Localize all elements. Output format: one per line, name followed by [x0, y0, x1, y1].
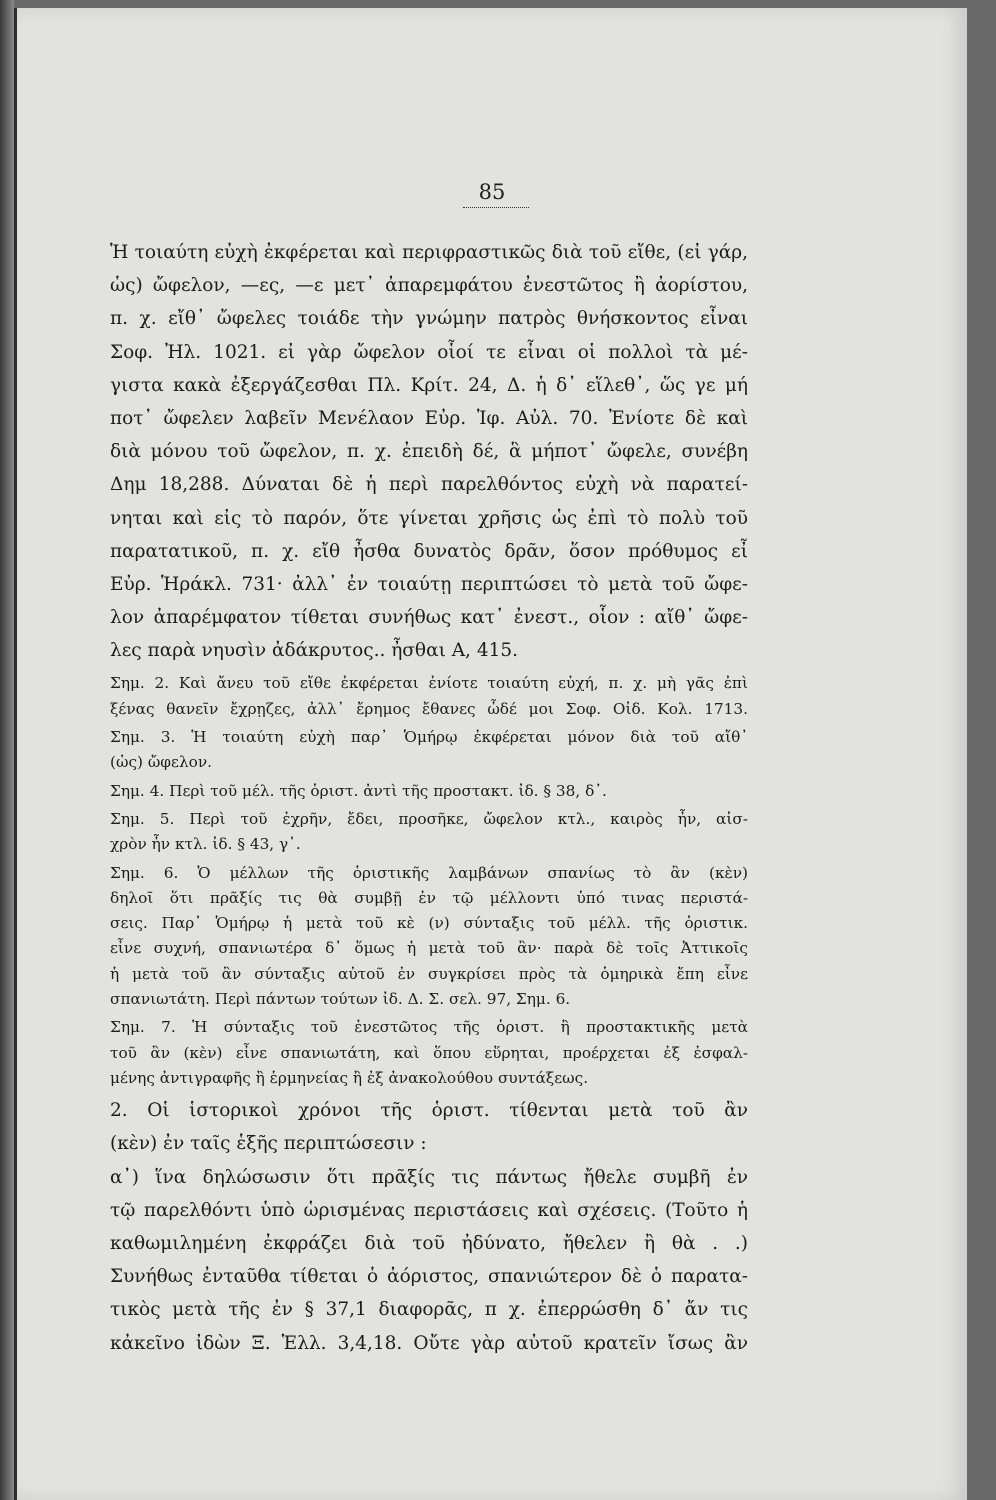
page-number: 85: [478, 180, 506, 204]
text-line: α᾽) ἵνα δηλώσωσιν ὅτι πρᾶξίς τις πάντως ἤθελε συμβῆ ἐν: [110, 1166, 748, 1188]
text-line: τῷ παρελθόντι ὑπὸ ὡρισμένας περιστάσεις καὶ σχέσεις. (Τοῦτο ἡ: [110, 1199, 748, 1221]
text-line: κἀκεῖνο ἰδὼν Ξ. Ἑλλ. 3,4,18. Οὔτε γὰρ αὐτοῦ κρατεῖν ἴσως ἂν: [110, 1332, 748, 1354]
book-page: [14, 8, 967, 1500]
text-line: καθωμιλημένη ἐκφράζει διὰ τοῦ ἠδύνατο, ἤθελεν ἢ θὰ . .): [110, 1232, 748, 1254]
text-line: διὰ μόνου τοῦ ὤφελον, π. χ. ἐπειδὴ δέ, ἃ μήποτ᾽ ὤφελε, συνέβη: [110, 441, 748, 463]
note-6: [110, 861, 748, 1013]
text-line: Σοφ. Ἠλ. 1021. εἰ γὰρ ὤφελον οἷοί τε εἶναι οἱ πολλοὶ τὰ μέ-: [110, 341, 748, 363]
text-line: Ἡ τοιαύτη εὐχὴ ἐκφέρεται καὶ περιφραστικῶς διὰ τοῦ εἴθε, (εἰ γάρ,: [110, 242, 748, 263]
section-2: [110, 1094, 748, 1360]
text-line: νηται καὶ εἰς τὸ παρόν, ὅτε γίνεται χρῆσις ὡς ἐπὶ τὸ πολὺ τοῦ: [110, 507, 748, 529]
note-line: Σημ. 3. Ἡ τοιαύτη εὐχὴ παρ᾽ Ὁμήρῳ ἐκφέρεται μόνον διὰ τοῦ αἴθ᾽: [110, 728, 748, 747]
note-line: δηλοῖ ὅτι πρᾶξίς τις θὰ συμβῇ ἐν τῷ μέλλοντι ὑπό τινας περιστά-: [110, 888, 748, 907]
text-line: ποτ᾽ ὤφελεν λαβεῖν Μενέλαον Εὐρ. Ἰφ. Αὐλ. 70. Ἐνίοτε δὲ καὶ: [110, 407, 748, 429]
text-line: λες παρὰ νηυσὶν ἀδάκρυτος.. ἦσθαι Α, 415.: [110, 640, 519, 662]
note-line: Σημ. 6. Ὁ μέλλων τῆς ὁριστικῆς λαμβάνων σπανίως τὸ ἂν (κὲν): [110, 863, 748, 882]
note-line: ἡ μετὰ τοῦ ἂν σύνταξις αὐτοῦ ἐν συγκρίσει πρὸς τὰ ὁμηρικὰ ἔπη εἶνε: [110, 964, 748, 983]
text-line: Συνήθως ἐνταῦθα τίθεται ὁ ἀόριστος, σπανιώτερον δὲ ὁ παρατα-: [110, 1266, 748, 1288]
text-line: Εὐρ. Ἡράκλ. 731· ἀλλ᾽ ἐν τοιαύτῃ περιπτώσει τὸ μετὰ τοῦ ὤφε-: [110, 573, 748, 595]
text-line: γιστα κακὰ ἐξεργάζεσθαι Πλ. Κρίτ. 24, Δ. ἡ δ᾽ εἵλεθ᾽, ὥς γε μή: [110, 374, 748, 396]
text-line: παρατατικοῦ, π. χ. εἴθ ἦσθα δυνατὸς δρᾶν, ὅσον πρόθυμος εἶ: [110, 540, 748, 562]
note-line: χρὸν ἦν κτλ. ἰδ. § 43, γ᾽.: [110, 835, 301, 854]
text-line: (κὲν) ἐν ταῖς ἑξῆς περιπτώσεσιν :: [110, 1133, 427, 1155]
note-7: [110, 1015, 748, 1091]
note-line: σεις. Παρ᾽ Ὁμήρῳ ἡ μετὰ τοῦ κὲ (ν) σύνταξις τοῦ μέλλ. τῆς ὁριστικ.: [110, 914, 748, 933]
paragraph-1: [110, 236, 748, 667]
text-line: π. χ. εἴθ᾽ ὤφελες τοιάδε τὴν γνώμην πατρὸς θνήσκοντος εἶναι: [110, 308, 748, 330]
note-3: [110, 725, 748, 776]
note-line: ξένας θανεῖν ἔχρῃζες, ἀλλ᾽ ἔρημος ἔθανες ὧδέ μοι Σοφ. Οἰδ. Κολ. 1713.: [110, 699, 748, 718]
text-line: ὡς) ὤφελον, —ες, —ε μετ᾽ ἀπαρεμφάτου ἐνεστῶτος ἢ ἀορίστου,: [110, 275, 748, 297]
note-line: (ὡς) ὤφελον.: [110, 753, 213, 772]
note-2: [110, 671, 748, 722]
page-number-rule: [463, 207, 529, 208]
note-5: [110, 807, 748, 858]
note-line: Σημ. 2. Καὶ ἄνευ τοῦ εἴθε ἐκφέρεται ἐνίοτε τοιαύτη εὐχή, π. χ. μὴ γᾶς ἐπὶ: [110, 674, 748, 693]
note-line: μένης ἀντιγραφῆς ἢ ἑρμηνείας ἢ ἐξ ἀνακολούθου συντάξεως.: [110, 1068, 589, 1087]
note-line: Σημ. 7. Ἡ σύνταξις τοῦ ἐνεστῶτος τῆς ὁριστ. ἢ προστακτικῆς μετὰ: [110, 1018, 748, 1037]
text-line: Δημ 18,288. Δύναται δὲ ἡ περὶ παρελθόντος εὐχὴ νὰ παρατεί-: [110, 474, 748, 496]
note-line: Σημ. 5. Περὶ τοῦ ἐχρῆν, ἔδει, προσῆκε, ὤφελον κτλ., καιρὸς ἦν, αἰσ-: [110, 809, 748, 828]
text-line: 2. Οἱ ἱστορικοὶ χρόνοι τῆς ὁριστ. τίθενται μετὰ τοῦ ἂν: [110, 1100, 748, 1122]
page-body: [110, 236, 748, 1360]
note-line: τοῦ ἂν (κὲν) εἶνε σπανιωτάτη, καὶ ὅπου εὕρηται, προέρχεται ἐξ ἐσφαλ-: [110, 1043, 748, 1062]
book-gutter: [0, 0, 14, 1500]
text-line: λον ἀπαρέμφατον τίθεται συνήθως κατ᾽ ἐνεστ., οἷον : αἴθ᾽ ὤφε-: [110, 607, 748, 629]
note-line: Σημ. 4. Περὶ τοῦ μέλ. τῆς ὁριστ. ἀντὶ τῆς προστακτ. ἰδ. § 38, δ᾽.: [110, 781, 607, 800]
note-line: σπανιωτάτη. Περὶ πάντων τούτων ἰδ. Δ. Σ. σελ. 97, Σημ. 6.: [110, 990, 571, 1008]
note-line: εἶνε συχνή, σπανιωτέρα δ᾽ ὅμως ἡ μετὰ τοῦ ἂν· παρὰ δὲ τοῖς Ἀττικοῖς: [110, 939, 748, 958]
text-line: τικὸς μετὰ τῆς ἐν § 37,1 διαφορᾶς, π χ. ἐπερρώσθη δ᾽ ἄν τις: [110, 1299, 748, 1321]
note-4: [110, 779, 748, 804]
